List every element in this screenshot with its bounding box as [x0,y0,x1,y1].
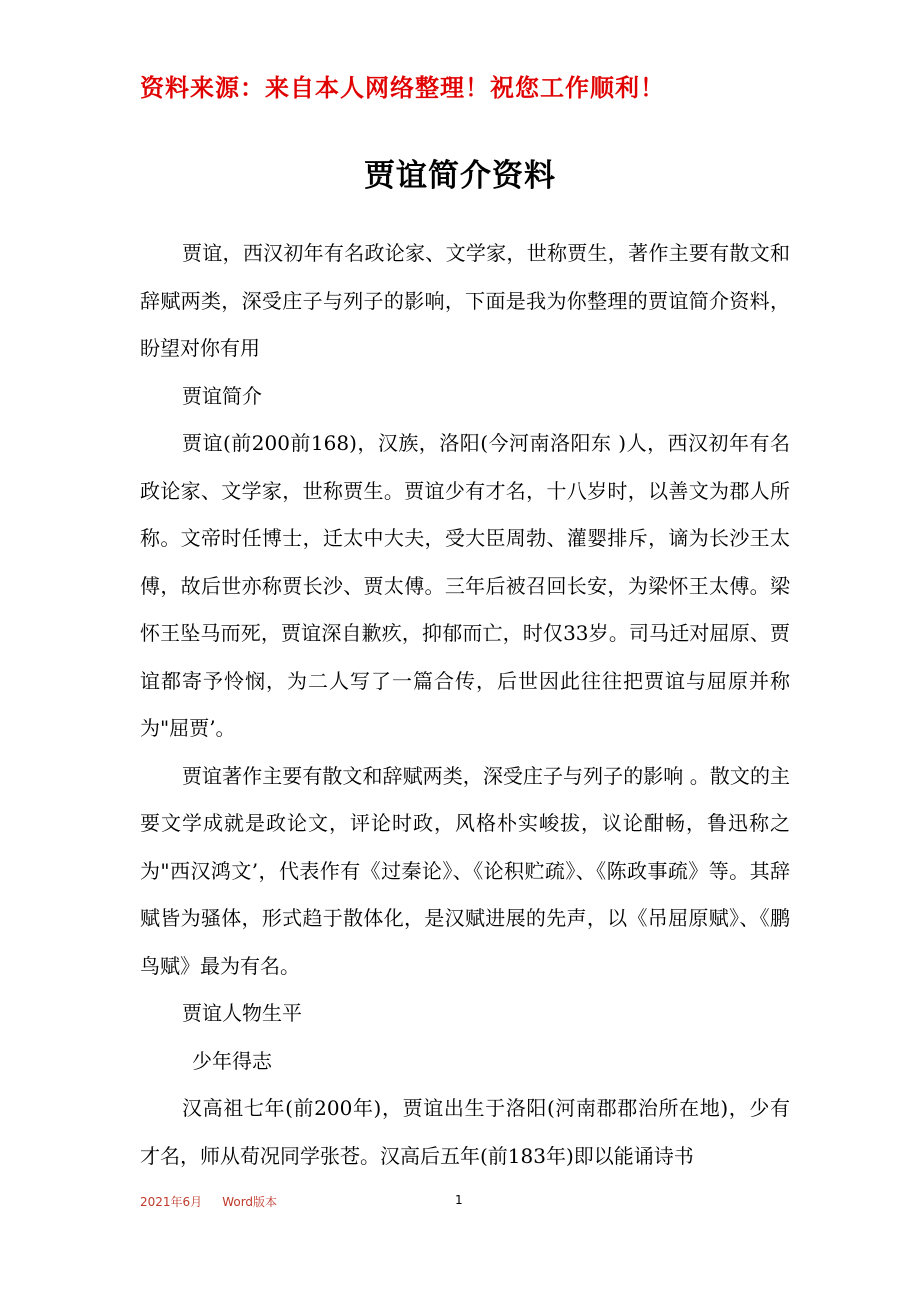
biography-paragraph: 贾谊(前200前168)，汉族，洛阳(今河南洛阳东 )人，西汉初年有名政论家、文学家，世称贾生。贾谊少有才名，十八岁时，以善文为郡人所称。文帝时任博士，迁太中大夫，受大臣周勃、灌婴排斥，谪为长沙王太傅，故后世亦称贾长沙、贾太傅。三年后被召回长安，为梁怀王太傅。梁怀王坠马而死，贾谊深自歉疚，抑郁而亡，时仅33岁。司马迁对屈原、贾谊都寄予怜悯，为二人写了一篇合传，后世因此往往把贾谊与屈原并称为"屈贾’。 [140,431,790,740]
footer-info [140,1193,277,1210]
works-paragraph: 贾谊著作主要有散文和辞赋两类，深受庄子与列子的影响 。散文的主要文学成就是政论文，评论时政，风格朴实峻拔，议论酣畅，鲁迅称之为"西汉鸿文’，代表作有《过秦论》、《论积贮疏》、《陈政事疏》等。其辞赋皆为骚体，形式趋于散体化，是汉赋进展的先声，以《吊屈原赋》、《鹏鸟赋》最为有名。 [140,763,790,978]
page-number: 1 [455,1193,463,1207]
footer-date: 2021年6月 [140,1195,203,1209]
source-banner: 资料来源：来自本人网络整理！祝您工作顺利！ [140,74,665,102]
intro-paragraph: 贾谊，西汉初年有名政论家、文学家，世称贾生，著作主要有散文和辞赋两类，深受庄子与列子的影响，下面是我为你整理的贾谊简介资料，盼望对你有用 [140,241,790,360]
document-body [140,230,790,1180]
footer-version: Word版本 [222,1195,278,1209]
youth-paragraph: 汉高祖七年(前200年)，贾谊出生于洛阳(河南郡郡治所在地)，少有才名，师从荀况同学张苍。汉高后五年(前183年)即以能诵诗书 [140,1096,790,1168]
subsection-heading-youth: 少年得志 [192,1048,272,1073]
section-heading-life: 贾谊人物生平 [182,1001,302,1025]
document-title: 贾谊简介资料 [364,158,556,194]
section-heading-introduction: 贾谊简介 [182,383,262,408]
